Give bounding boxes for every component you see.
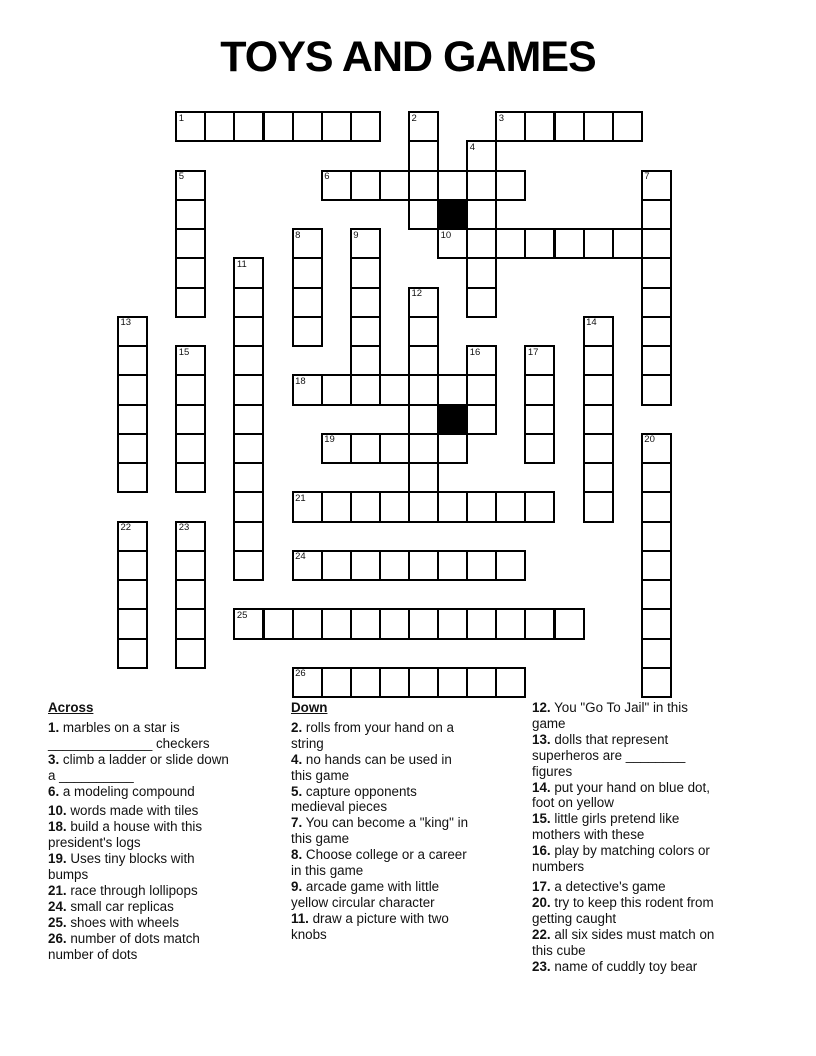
cell-number: 21 — [295, 492, 306, 504]
cell-number: 11 — [236, 258, 247, 270]
grid-cell[interactable] — [204, 111, 235, 142]
clue-15: 15. little girls pretend like mothers with these — [532, 811, 680, 843]
grid-cell[interactable] — [233, 257, 264, 288]
grid-cell[interactable] — [117, 345, 148, 376]
grid-cell[interactable] — [583, 228, 614, 259]
grid-cell[interactable] — [495, 491, 526, 522]
cell-number: 25 — [236, 609, 248, 621]
grid-cell[interactable] — [233, 111, 264, 142]
grid-cell[interactable] — [175, 550, 206, 581]
grid-cell[interactable] — [175, 199, 206, 230]
cell-number: 13 — [120, 317, 132, 329]
grid-cell[interactable] — [175, 462, 206, 493]
clue-number: 14. — [532, 779, 551, 795]
grid-cell[interactable] — [408, 433, 439, 464]
clue-number: 16. — [532, 843, 551, 859]
grid-cell[interactable] — [292, 608, 323, 639]
down-heading: Down — [291, 700, 328, 715]
clue-number: 13. — [532, 731, 551, 747]
grid-cell[interactable] — [175, 257, 206, 288]
black-cell — [437, 199, 468, 230]
clue-number: 19. — [48, 851, 67, 867]
across-clues-column — [48, 700, 238, 963]
grid-cell[interactable] — [641, 374, 672, 405]
grid-cell[interactable] — [641, 433, 672, 464]
grid-cell[interactable] — [175, 111, 206, 142]
cell-number: 5 — [178, 171, 184, 182]
grid-cell[interactable] — [233, 433, 264, 464]
grid-cell[interactable] — [495, 111, 526, 142]
grid-cell[interactable] — [641, 199, 672, 230]
grid-cell[interactable] — [641, 170, 672, 201]
grid-cell[interactable] — [175, 228, 206, 259]
grid-cell[interactable] — [583, 374, 614, 405]
grid-cell[interactable] — [641, 608, 672, 639]
clue-5: 5. capture opponents medieval pieces — [291, 783, 417, 815]
grid-cell[interactable] — [321, 608, 352, 639]
grid-cell[interactable] — [408, 140, 439, 171]
grid-cell[interactable] — [117, 550, 148, 581]
clue-12: 12. You "Go To Jail" in this game — [532, 700, 688, 731]
grid-cell[interactable] — [524, 404, 555, 435]
cell-number: 8 — [295, 229, 301, 241]
grid-cell[interactable] — [175, 579, 206, 610]
grid-cell[interactable] — [466, 228, 497, 259]
grid-cell[interactable] — [233, 374, 264, 405]
grid-cell[interactable] — [408, 667, 439, 698]
grid-cell[interactable] — [641, 521, 672, 552]
grid-cell[interactable] — [263, 608, 294, 639]
grid-cell[interactable] — [524, 111, 555, 142]
cell-number: 20 — [644, 434, 655, 446]
clue-19: 19. Uses tiny blocks with bumps — [48, 851, 195, 883]
clue-number: 2. — [291, 719, 303, 735]
grid-cell[interactable] — [466, 345, 497, 376]
cell-number: 1 — [178, 112, 184, 124]
grid-cell[interactable] — [495, 550, 526, 581]
grid-cell[interactable] — [350, 345, 381, 376]
grid-cell[interactable] — [466, 404, 497, 435]
clue-7: 7. You can become a "king" in this game — [291, 815, 469, 847]
grid-cell[interactable] — [437, 491, 468, 522]
grid-cell[interactable] — [408, 199, 439, 230]
grid-cell[interactable] — [379, 433, 410, 464]
grid-cell[interactable] — [554, 228, 585, 259]
clue-number: 24. — [48, 898, 67, 914]
grid-cell[interactable] — [524, 608, 555, 639]
grid-cell[interactable] — [350, 608, 381, 639]
cell-number: 19 — [324, 434, 335, 446]
grid-cell[interactable] — [495, 667, 526, 698]
grid-cell[interactable] — [408, 111, 439, 142]
grid-cell[interactable] — [175, 404, 206, 435]
grid-cell[interactable] — [583, 345, 614, 376]
grid-cell[interactable] — [233, 491, 264, 522]
grid-cell[interactable] — [350, 374, 381, 405]
grid-cell[interactable] — [583, 462, 614, 493]
clue-26: 26. number of dots match number of dots — [48, 930, 200, 962]
grid-cell[interactable] — [292, 491, 323, 522]
down-clues-list-1 — [291, 720, 469, 943]
clue-number: 10. — [48, 803, 67, 819]
grid-cell[interactable] — [466, 140, 497, 171]
grid-cell[interactable] — [466, 374, 497, 405]
grid-cell[interactable] — [612, 228, 643, 259]
grid-cell[interactable] — [350, 433, 381, 464]
grid-cell[interactable] — [292, 550, 323, 581]
clue-number: 11. — [291, 910, 309, 926]
grid-cell[interactable] — [263, 111, 294, 142]
grid-cell[interactable] — [233, 287, 264, 318]
grid-cell[interactable] — [524, 345, 555, 376]
grid-cell[interactable] — [466, 257, 497, 288]
cell-number: 26 — [295, 668, 306, 680]
clue-14: 14. put your hand on blue dot, foot on yellow — [532, 779, 710, 811]
grid-cell[interactable] — [408, 316, 439, 347]
grid-cell[interactable] — [408, 608, 439, 639]
cell-number: 12 — [411, 288, 423, 299]
grid-cell[interactable] — [641, 257, 672, 288]
grid-cell[interactable] — [117, 374, 148, 405]
grid-cell[interactable] — [233, 550, 264, 581]
grid-cell[interactable] — [554, 111, 585, 142]
grid-cell[interactable] — [641, 638, 672, 669]
grid-cell[interactable] — [233, 345, 264, 376]
grid-cell[interactable] — [321, 491, 352, 522]
grid-cell[interactable] — [292, 374, 323, 405]
grid-cell[interactable] — [117, 462, 148, 493]
cell-number: 24 — [295, 551, 306, 563]
grid-cell[interactable] — [117, 579, 148, 610]
grid-cell[interactable] — [379, 667, 410, 698]
grid-cell[interactable] — [583, 316, 614, 347]
grid-cell[interactable] — [495, 608, 526, 639]
clue-25: 25. shoes with wheels — [48, 914, 180, 930]
clue-number: 4. — [291, 751, 303, 767]
grid-cell[interactable] — [117, 638, 148, 669]
grid-cell[interactable] — [350, 257, 381, 288]
grid-cell[interactable] — [233, 521, 264, 552]
grid-cell[interactable] — [350, 111, 381, 142]
grid-cell[interactable] — [117, 404, 148, 435]
cell-number: 22 — [120, 522, 132, 533]
grid-cell[interactable] — [641, 579, 672, 610]
clue-number: 26. — [48, 930, 67, 946]
grid-cell[interactable] — [466, 667, 497, 698]
grid-cell[interactable] — [350, 550, 381, 581]
clue-number: 20. — [532, 894, 551, 910]
grid-cell[interactable] — [437, 374, 468, 405]
grid-cell[interactable] — [641, 228, 672, 259]
grid-cell[interactable] — [350, 170, 381, 201]
grid-cell[interactable] — [524, 228, 555, 259]
grid-cell[interactable] — [495, 228, 526, 259]
across-heading: Across — [48, 700, 94, 715]
clue-2: 2. rolls from your hand on a string — [291, 719, 455, 751]
grid-cell[interactable] — [379, 550, 410, 581]
grid-cell[interactable] — [350, 287, 381, 318]
grid-cell[interactable] — [379, 374, 410, 405]
grid-cell[interactable] — [321, 374, 352, 405]
grid-cell[interactable] — [583, 433, 614, 464]
grid-cell[interactable] — [466, 608, 497, 639]
clue-8: 8. Choose college or a career in this game — [291, 847, 467, 879]
clue-23: 23. name of cuddly toy bear — [532, 958, 698, 974]
grid-cell[interactable] — [379, 170, 410, 201]
across-clues-list — [48, 720, 238, 963]
down-clues-column-2 — [532, 700, 721, 974]
clue-1: 1. marbles on a star is ______________ checkers — [48, 719, 210, 751]
grid-cell[interactable] — [292, 111, 323, 142]
grid-cell[interactable] — [408, 345, 439, 376]
clue-9: 9. arcade game with little yellow circular character — [291, 878, 440, 910]
grid-cell[interactable] — [379, 608, 410, 639]
grid-cell[interactable] — [437, 667, 468, 698]
grid-cell[interactable] — [466, 170, 497, 201]
grid-cell[interactable] — [175, 608, 206, 639]
grid-cell[interactable] — [233, 404, 264, 435]
grid-cell[interactable] — [437, 228, 468, 259]
clue-number: 7. — [291, 815, 303, 831]
grid-cell[interactable] — [583, 491, 614, 522]
grid-cell[interactable] — [233, 316, 264, 347]
grid-cell[interactable] — [175, 521, 206, 552]
grid-cell[interactable] — [175, 345, 206, 376]
grid-cell[interactable] — [641, 345, 672, 376]
clue-number: 25. — [48, 914, 67, 930]
cell-number: 16 — [469, 346, 481, 358]
grid-cell[interactable] — [437, 433, 468, 464]
grid-cell[interactable] — [175, 374, 206, 405]
grid-cell[interactable] — [466, 199, 497, 230]
grid-cell[interactable] — [408, 287, 439, 318]
clue-number: 12. — [532, 700, 551, 715]
clue-number: 15. — [532, 811, 551, 827]
grid-cell[interactable] — [437, 170, 468, 201]
cell-number: 17 — [527, 346, 539, 358]
grid-cell[interactable] — [408, 550, 439, 581]
grid-cell[interactable] — [321, 667, 352, 698]
grid-cell[interactable] — [233, 608, 264, 639]
cell-number: 7 — [644, 171, 650, 182]
grid-cell[interactable] — [350, 667, 381, 698]
clue-13: 13. dolls that represent superheros are ________ figures — [532, 731, 686, 779]
grid-cell[interactable] — [350, 228, 381, 259]
grid-cell[interactable] — [292, 316, 323, 347]
clue-number: 17. — [532, 878, 551, 894]
cell-number: 10 — [440, 229, 452, 241]
page-title: TOYS AND GAMES — [220, 33, 596, 81]
grid-cell[interactable] — [292, 228, 323, 259]
clue-20: 20. try to keep this rodent from getting caught — [532, 894, 714, 926]
grid-cell[interactable] — [321, 111, 352, 142]
cell-number: 2 — [411, 112, 417, 124]
clue-number: 23. — [532, 958, 551, 974]
clue-16: 16. play by matching colors or numbers — [532, 843, 710, 875]
grid-cell[interactable] — [524, 374, 555, 405]
grid-cell[interactable] — [292, 667, 323, 698]
grid-cell[interactable] — [641, 462, 672, 493]
grid-cell[interactable] — [379, 491, 410, 522]
grid-cell[interactable] — [641, 287, 672, 318]
clue-number: 8. — [291, 847, 303, 863]
grid-cell[interactable] — [408, 170, 439, 201]
grid-cell[interactable] — [437, 608, 468, 639]
grid-cell[interactable] — [117, 521, 148, 552]
clue-11: 11. draw a picture with two knobs — [291, 910, 449, 942]
cell-number: 18 — [295, 375, 306, 387]
grid-cell[interactable] — [408, 491, 439, 522]
clue-22: 22. all six sides must match on this cube — [532, 926, 715, 958]
clue-number: 6. — [48, 783, 60, 799]
clue-17: 17. a detective's game — [532, 878, 666, 894]
cell-number: 6 — [324, 171, 330, 182]
grid-cell[interactable] — [408, 462, 439, 493]
clue-number: 21. — [48, 882, 67, 898]
clue-number: 22. — [532, 926, 551, 942]
grid-cell[interactable] — [641, 491, 672, 522]
cell-number: 14 — [586, 317, 597, 329]
grid-cell[interactable] — [175, 170, 206, 201]
grid-cell[interactable] — [292, 287, 323, 318]
grid-cell[interactable] — [233, 462, 264, 493]
grid-cell[interactable] — [175, 433, 206, 464]
grid-cell[interactable] — [495, 170, 526, 201]
grid-cell[interactable] — [641, 316, 672, 347]
grid-cell[interactable] — [524, 433, 555, 464]
black-cell — [437, 404, 468, 435]
clue-number: 3. — [48, 751, 60, 767]
clue-number: 18. — [48, 819, 67, 835]
clue-3: 3. climb a ladder or slide down a __________ — [48, 751, 229, 783]
grid-cell[interactable] — [466, 550, 497, 581]
clue-6: 6. a modeling compound — [48, 783, 195, 799]
grid-cell[interactable] — [641, 550, 672, 581]
cell-number: 9 — [353, 229, 359, 241]
clue-number: 9. — [291, 878, 303, 894]
grid-cell[interactable] — [466, 491, 497, 522]
grid-cell[interactable] — [641, 667, 672, 698]
grid-cell[interactable] — [292, 257, 323, 288]
clue-4: 4. no hands can be used in this game — [291, 751, 452, 783]
grid-cell[interactable] — [321, 170, 352, 201]
grid-cell[interactable] — [175, 638, 206, 669]
grid-cell[interactable] — [408, 374, 439, 405]
grid-cell[interactable] — [437, 550, 468, 581]
cell-number: 3 — [498, 112, 505, 124]
grid-cell[interactable] — [466, 287, 497, 318]
cell-number: 15 — [178, 346, 190, 358]
grid-cell[interactable] — [321, 550, 352, 581]
clue-10: 10. words made with tiles — [48, 803, 199, 819]
grid-cell[interactable] — [117, 608, 148, 639]
cell-number: 23 — [178, 522, 190, 533]
clue-number: 5. — [291, 783, 303, 799]
grid-cell[interactable] — [583, 404, 614, 435]
down-clues-column-1 — [291, 700, 469, 943]
clue-18: 18. build a house with this president's logs — [48, 819, 203, 851]
clue-24: 24. small car replicas — [48, 898, 174, 914]
grid-cell[interactable] — [117, 433, 148, 464]
grid-cell[interactable] — [524, 491, 555, 522]
grid-cell[interactable] — [612, 111, 643, 142]
grid-cell[interactable] — [408, 404, 439, 435]
cell-number: 4 — [469, 141, 475, 153]
grid-cell[interactable] — [350, 491, 381, 522]
clue-number: 1. — [48, 719, 60, 735]
grid-cell[interactable] — [350, 316, 381, 347]
grid-cell[interactable] — [175, 287, 206, 318]
grid-cell[interactable] — [554, 608, 585, 639]
clue-21: 21. race through lollipops — [48, 882, 198, 898]
grid-cell[interactable] — [583, 111, 614, 142]
grid-cell[interactable] — [117, 316, 148, 347]
grid-cell[interactable] — [321, 433, 352, 464]
down-clues-list-2 — [532, 700, 721, 974]
